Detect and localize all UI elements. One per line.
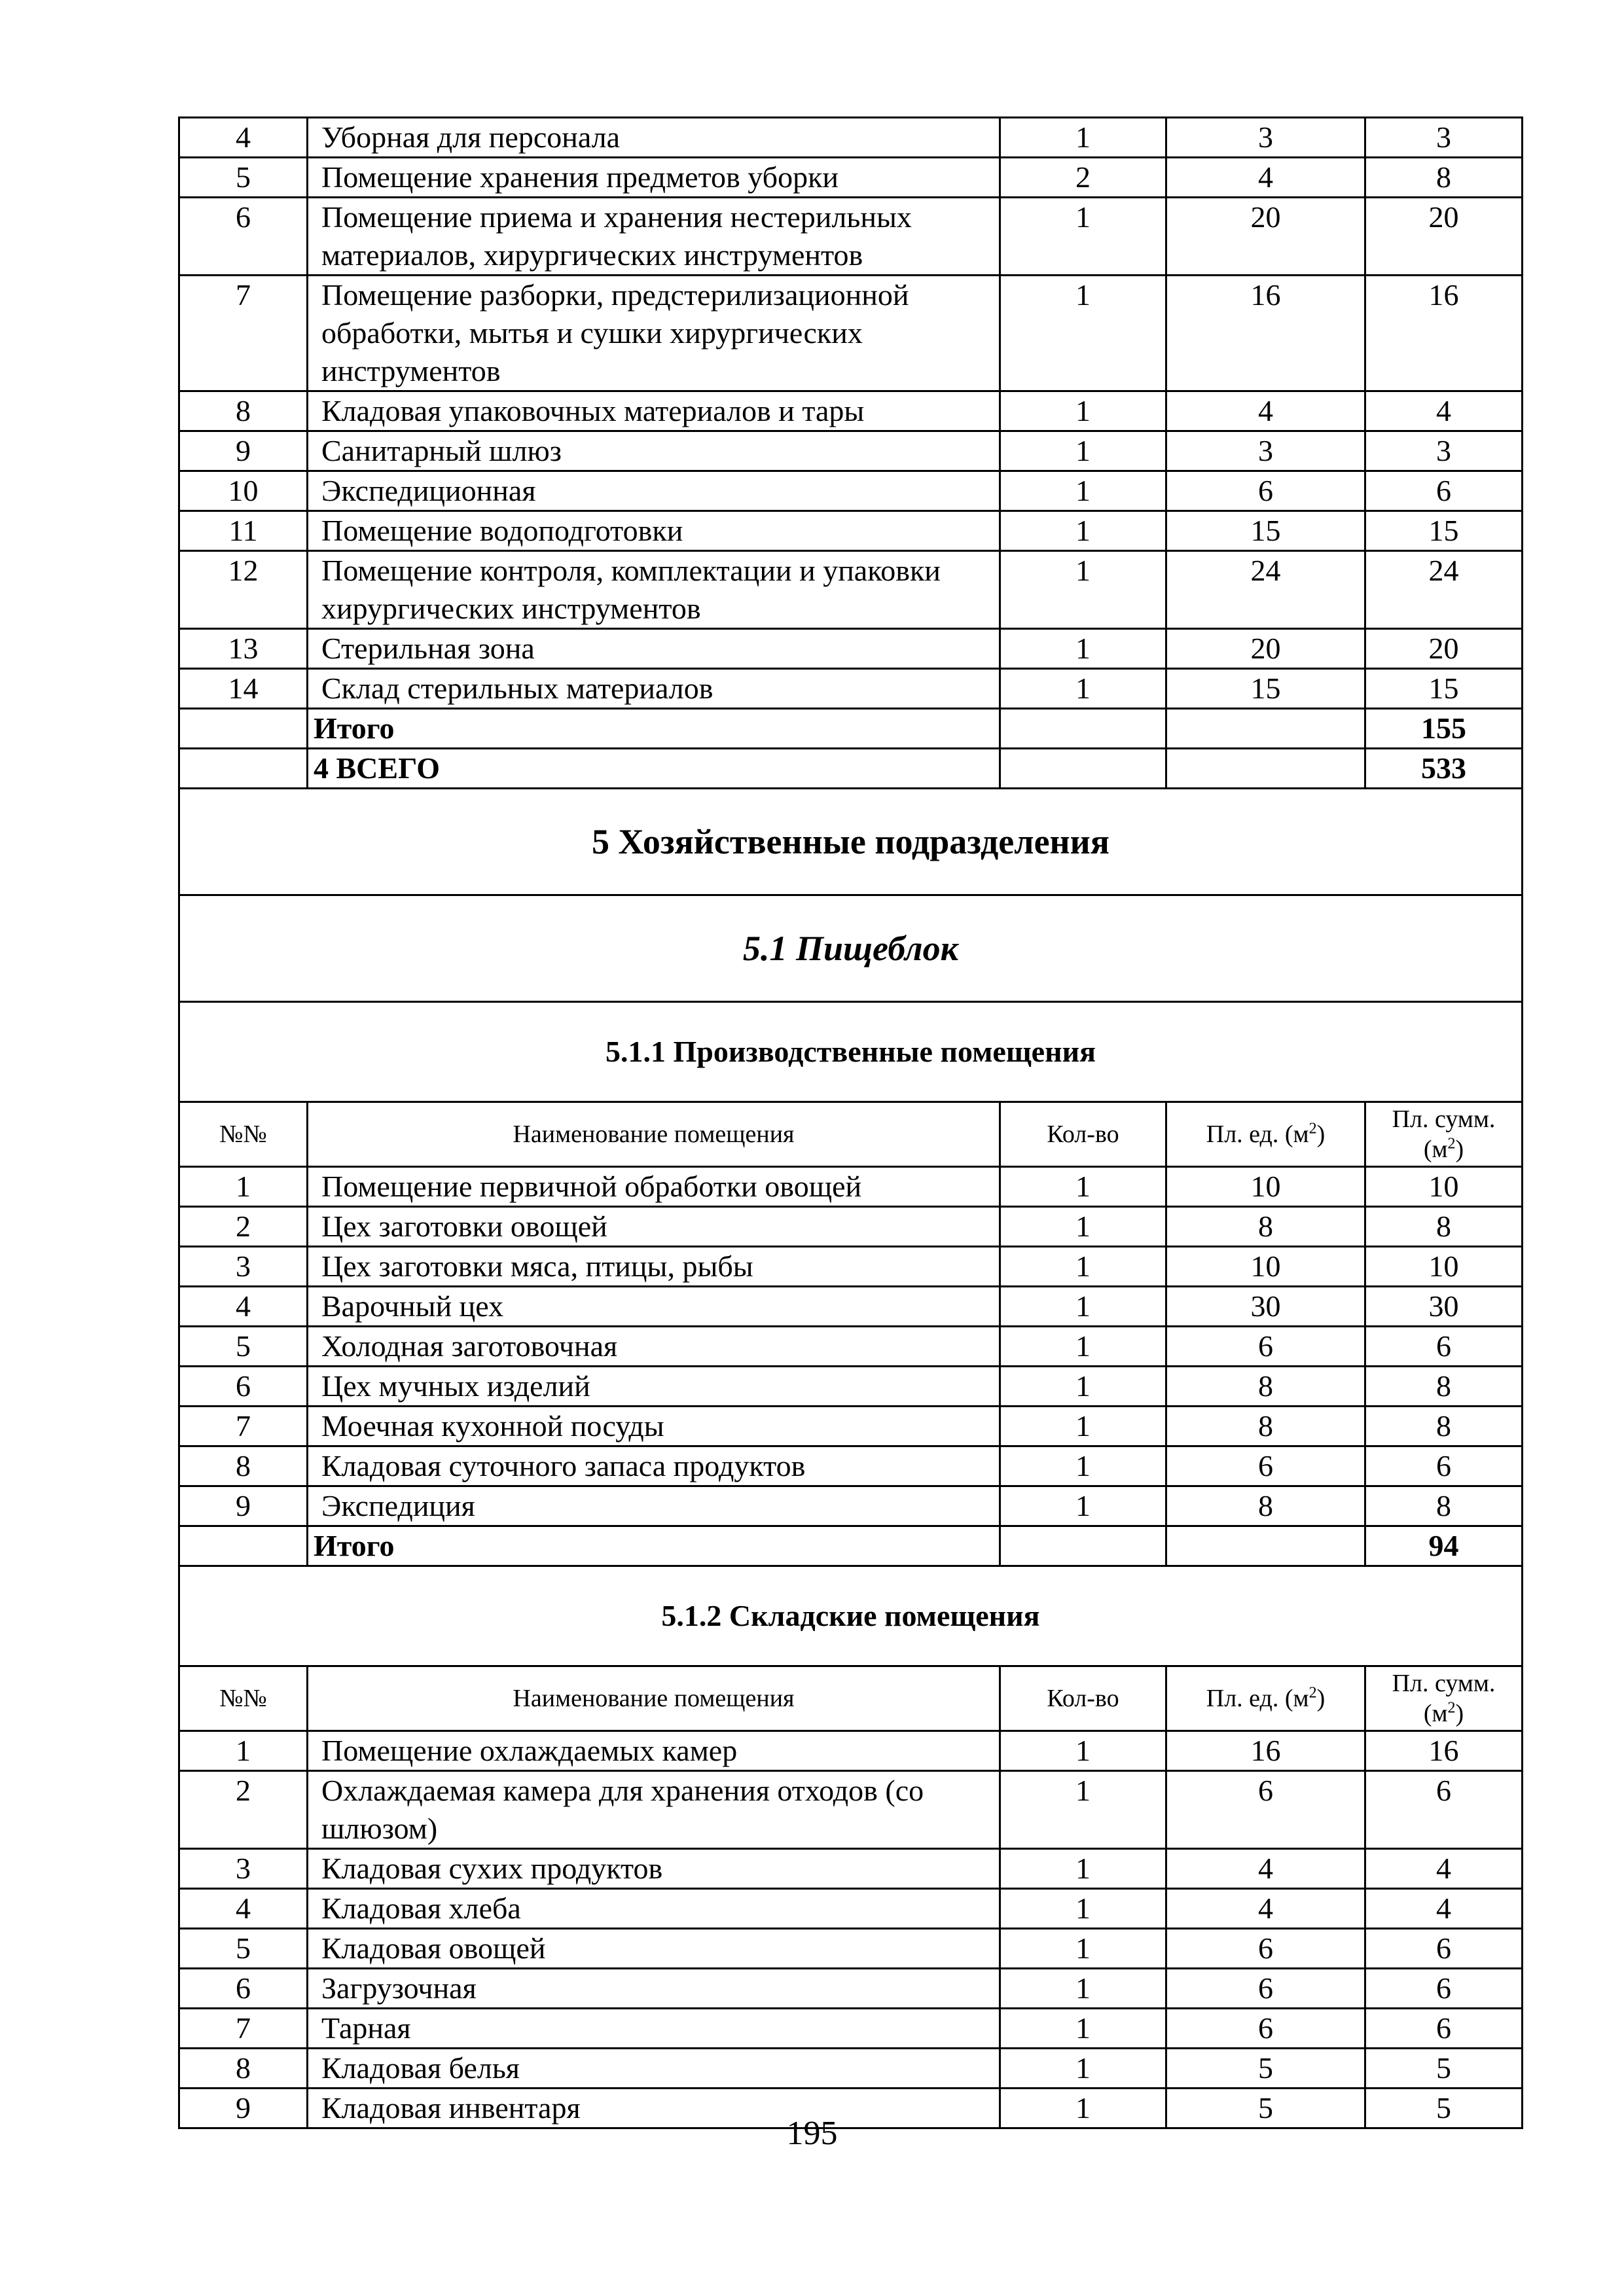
- row-number: 4: [179, 1287, 308, 1327]
- unit-area: 8: [1166, 1207, 1365, 1247]
- grand-total-row-empty-cell: [1166, 749, 1365, 789]
- page-number: 195: [786, 2115, 838, 2152]
- group-2-head: [179, 1566, 1523, 1731]
- unit-area: 6: [1166, 1929, 1365, 1969]
- total-area: 3: [1365, 118, 1523, 158]
- header-qty-label: Кол-во: [1047, 1685, 1119, 1712]
- header-total-area-end: ): [1455, 1136, 1464, 1163]
- table-row: [179, 1969, 1523, 2009]
- room-quantity: 1: [1000, 276, 1166, 391]
- total-area: 5: [1365, 2049, 1523, 2089]
- total-area: 6: [1365, 471, 1523, 511]
- grand-total-row-label: 4 ВСЕГО: [308, 749, 1000, 789]
- header-unit-area: [1166, 1666, 1365, 1731]
- room-quantity: 1: [1000, 1207, 1166, 1247]
- row-number: 2: [179, 1771, 308, 1849]
- unit-area: 30: [1166, 1287, 1365, 1327]
- room-name: Цех мучных изделий: [308, 1367, 1000, 1407]
- table-row: [179, 1486, 1523, 1526]
- unit-area: 5: [1166, 2089, 1365, 2128]
- group-1-subtotal-row: [179, 1526, 1523, 1566]
- subtotal-row-empty-cell: [179, 709, 308, 749]
- room-name: Цех заготовки овощей: [308, 1207, 1000, 1247]
- row-number: 3: [179, 1247, 308, 1287]
- room-quantity: 1: [1000, 1446, 1166, 1486]
- room-name: Склад стерильных материалов: [308, 669, 1000, 709]
- header-unit-area-end: ): [1316, 1685, 1326, 1712]
- table-row: [179, 2049, 1523, 2089]
- table-row: [179, 1287, 1523, 1327]
- row-number: 8: [179, 2049, 308, 2089]
- room-quantity: 1: [1000, 1929, 1166, 1969]
- table-row: [179, 669, 1523, 709]
- table-row: [179, 1167, 1523, 1207]
- room-quantity: 1: [1000, 471, 1166, 511]
- group-1-title: 5.1.1 Производственные помещения: [179, 1002, 1523, 1102]
- total-area: 20: [1365, 198, 1523, 276]
- table-row: [179, 551, 1523, 629]
- row-number: 13: [179, 629, 308, 669]
- header-unit-area-label: Пл. ед. (м: [1206, 1121, 1309, 1148]
- table-sections-body: [179, 789, 1523, 1167]
- section-title: 5 Хозяйственные подразделения: [179, 789, 1523, 895]
- total-area: 5: [1365, 2089, 1523, 2128]
- room-quantity: 2: [1000, 158, 1166, 198]
- grand-total-row-empty-cell: [1000, 749, 1166, 789]
- row-number: 5: [179, 1327, 308, 1367]
- table-row: [179, 1327, 1523, 1367]
- header-total-area-sup: 2: [1447, 1699, 1456, 1717]
- group-1-subtotal-row-empty-cell: [1166, 1526, 1365, 1566]
- room-quantity: 1: [1000, 2009, 1166, 2049]
- room-quantity: 1: [1000, 511, 1166, 551]
- room-quantity: 1: [1000, 1247, 1166, 1287]
- table-row: [179, 1849, 1523, 1889]
- header-name-label: Наименование помещения: [513, 1121, 795, 1148]
- room-name: Кладовая сухих продуктов: [308, 1849, 1000, 1889]
- total-area: 8: [1365, 1407, 1523, 1446]
- room-name: Экспедиционная: [308, 471, 1000, 511]
- room-quantity: 1: [1000, 551, 1166, 629]
- room-name: Уборная для персонала: [308, 118, 1000, 158]
- header-qty-label: Кол-во: [1047, 1121, 1119, 1148]
- row-number: 3: [179, 1849, 308, 1889]
- group-1-body: [179, 1167, 1523, 1566]
- total-area: 8: [1365, 158, 1523, 198]
- header-num: [179, 1102, 308, 1167]
- total-area: 16: [1365, 276, 1523, 391]
- header-total-area: [1365, 1102, 1523, 1167]
- table-row: [179, 391, 1523, 431]
- room-quantity: 1: [1000, 1849, 1166, 1889]
- subtotal-row-value: 155: [1365, 709, 1523, 749]
- total-area: 8: [1365, 1367, 1523, 1407]
- room-name: Кладовая упаковочных материалов и тары: [308, 391, 1000, 431]
- header-total-area-line1: Пл. сумм.: [1392, 1670, 1496, 1697]
- row-number: 1: [179, 1167, 308, 1207]
- total-area: 10: [1365, 1167, 1523, 1207]
- table-row: [179, 158, 1523, 198]
- unit-area: 6: [1166, 471, 1365, 511]
- subtotal-row-empty-cell: [1166, 709, 1365, 749]
- room-name: Помещение приема и хранения нестерильных материалов, хирургических инструментов: [308, 198, 1000, 276]
- room-quantity: 1: [1000, 431, 1166, 471]
- room-quantity: 1: [1000, 1731, 1166, 1771]
- unit-area: 4: [1166, 1849, 1365, 1889]
- premises-table: [178, 117, 1523, 2129]
- room-name: Помещение разборки, предстерилизационной обработки, мытья и сушки хирургических инструментов: [308, 276, 1000, 391]
- row-number: 8: [179, 1446, 308, 1486]
- grand-total-row-value: 533: [1365, 749, 1523, 789]
- row-number: 8: [179, 391, 308, 431]
- row-number: 9: [179, 431, 308, 471]
- row-number: 11: [179, 511, 308, 551]
- total-area: 30: [1365, 1287, 1523, 1327]
- unit-area: 6: [1166, 1969, 1365, 2009]
- header-num-label: №№: [219, 1685, 267, 1712]
- group-1-subtotal-row-empty-cell: [1000, 1526, 1166, 1566]
- room-name: Экспедиция: [308, 1486, 1000, 1526]
- row-number: 5: [179, 158, 308, 198]
- total-area: 8: [1365, 1207, 1523, 1247]
- total-area: 4: [1365, 1849, 1523, 1889]
- table-row: [179, 2009, 1523, 2049]
- unit-area: 6: [1166, 1327, 1365, 1367]
- table-row: [179, 629, 1523, 669]
- row-number: 12: [179, 551, 308, 629]
- total-area: 4: [1365, 391, 1523, 431]
- room-quantity: 1: [1000, 669, 1166, 709]
- table-row: [179, 276, 1523, 391]
- room-quantity: 1: [1000, 2049, 1166, 2089]
- group-2-title: 5.1.2 Складские помещения: [179, 1566, 1523, 1666]
- room-name: Охлаждаемая камера для хранения отходов (со шлюзом): [308, 1771, 1000, 1849]
- total-area: 6: [1365, 1327, 1523, 1367]
- unit-area: 6: [1166, 1446, 1365, 1486]
- room-quantity: 1: [1000, 391, 1166, 431]
- header-name: [308, 1102, 1000, 1167]
- subsection-title-row: [179, 895, 1523, 1002]
- table-row: [179, 431, 1523, 471]
- unit-area: 8: [1166, 1407, 1365, 1446]
- table-row: [179, 1731, 1523, 1771]
- room-quantity: 1: [1000, 1327, 1166, 1367]
- unit-area: 15: [1166, 669, 1365, 709]
- total-area: 15: [1365, 511, 1523, 551]
- total-area: 4: [1365, 1889, 1523, 1929]
- total-area: 20: [1365, 629, 1523, 669]
- row-number: 6: [179, 1969, 308, 2009]
- room-quantity: 1: [1000, 1167, 1166, 1207]
- room-name: Кладовая инвентаря: [308, 2089, 1000, 2128]
- header-unit-area: [1166, 1102, 1365, 1167]
- unit-area: 10: [1166, 1247, 1365, 1287]
- total-area: 6: [1365, 1771, 1523, 1849]
- row-number: 7: [179, 1407, 308, 1446]
- group-1-subtotal-row-empty-cell: [179, 1526, 308, 1566]
- table-row: [179, 1929, 1523, 1969]
- table-row: [179, 1446, 1523, 1486]
- subtotal-row: [179, 709, 1523, 749]
- total-area: 6: [1365, 1929, 1523, 1969]
- table-top-body: [179, 118, 1523, 789]
- table-row: [179, 1771, 1523, 1849]
- unit-area: 6: [1166, 1771, 1365, 1849]
- room-name: Санитарный шлюз: [308, 431, 1000, 471]
- header-name-label: Наименование помещения: [513, 1685, 795, 1712]
- header-total-area-sup: 2: [1447, 1135, 1456, 1153]
- table-row: [179, 1889, 1523, 1929]
- header-total-area-end: ): [1455, 1700, 1464, 1727]
- unit-area: 4: [1166, 1889, 1365, 1929]
- total-area: 8: [1365, 1486, 1523, 1526]
- total-area: 6: [1365, 1969, 1523, 2009]
- header-total-area-line2: (м: [1423, 1136, 1448, 1163]
- room-quantity: 1: [1000, 198, 1166, 276]
- room-quantity: 1: [1000, 1486, 1166, 1526]
- row-number: 2: [179, 1207, 308, 1247]
- total-area: 3: [1365, 431, 1523, 471]
- room-name: Загрузочная: [308, 1969, 1000, 2009]
- room-quantity: 1: [1000, 1771, 1166, 1849]
- row-number: 6: [179, 198, 308, 276]
- room-quantity: 1: [1000, 1287, 1166, 1327]
- unit-area: 4: [1166, 391, 1365, 431]
- header-unit-area-end: ): [1316, 1121, 1326, 1148]
- row-number: 9: [179, 1486, 308, 1526]
- room-name: Помещение охлаждаемых камер: [308, 1731, 1000, 1771]
- room-name: Помещение первичной обработки овощей: [308, 1167, 1000, 1207]
- row-number: 1: [179, 1731, 308, 1771]
- group-2-title-row: [179, 1566, 1523, 1666]
- unit-area: 3: [1166, 118, 1365, 158]
- room-name: Помещение контроля, комплектации и упаковки хирургических инструментов: [308, 551, 1000, 629]
- header-qty: [1000, 1102, 1166, 1167]
- room-quantity: 1: [1000, 1407, 1166, 1446]
- unit-area: 20: [1166, 198, 1365, 276]
- total-area: 6: [1365, 1446, 1523, 1486]
- room-quantity: 1: [1000, 2089, 1166, 2128]
- room-name: Тарная: [308, 2009, 1000, 2049]
- room-quantity: 1: [1000, 1367, 1166, 1407]
- room-quantity: 1: [1000, 1969, 1166, 2009]
- row-number: 7: [179, 2009, 308, 2049]
- row-number: 14: [179, 669, 308, 709]
- header-num: [179, 1666, 308, 1731]
- room-name: Кладовая белья: [308, 2049, 1000, 2089]
- row-number: 7: [179, 276, 308, 391]
- room-name: Стерильная зона: [308, 629, 1000, 669]
- table-row: [179, 118, 1523, 158]
- header-total-area: [1365, 1666, 1523, 1731]
- table-header-row: [179, 1102, 1523, 1167]
- subsection-title: 5.1 Пищеблок: [179, 895, 1523, 1002]
- row-number: 6: [179, 1367, 308, 1407]
- group-1-subtotal-row-label: Итого: [308, 1526, 1000, 1566]
- table-row: [179, 1407, 1523, 1446]
- room-name: Цех заготовки мяса, птицы, рыбы: [308, 1247, 1000, 1287]
- row-number: 4: [179, 118, 308, 158]
- room-name: Помещение хранения предметов уборки: [308, 158, 1000, 198]
- grand-total-row: [179, 749, 1523, 789]
- header-unit-area-sup: 2: [1308, 1120, 1317, 1138]
- header-unit-area-label: Пл. ед. (м: [1206, 1685, 1309, 1712]
- unit-area: 15: [1166, 511, 1365, 551]
- unit-area: 8: [1166, 1486, 1365, 1526]
- row-number: 5: [179, 1929, 308, 1969]
- table-row: [179, 471, 1523, 511]
- room-quantity: 1: [1000, 629, 1166, 669]
- room-name: Кладовая суточного запаса продуктов: [308, 1446, 1000, 1486]
- header-total-area-line2: (м: [1423, 1700, 1448, 1727]
- unit-area: 8: [1166, 1367, 1365, 1407]
- table-row: [179, 1247, 1523, 1287]
- total-area: 10: [1365, 1247, 1523, 1287]
- header-total-area-line1: Пл. сумм.: [1392, 1105, 1496, 1133]
- unit-area: 16: [1166, 276, 1365, 391]
- header-name: [308, 1666, 1000, 1731]
- header-unit-area-sup: 2: [1308, 1684, 1317, 1702]
- unit-area: 24: [1166, 551, 1365, 629]
- subtotal-row-label: Итого: [308, 709, 1000, 749]
- unit-area: 20: [1166, 629, 1365, 669]
- room-quantity: 1: [1000, 1889, 1166, 1929]
- total-area: 16: [1365, 1731, 1523, 1771]
- table-row: [179, 1207, 1523, 1247]
- room-name: Холодная заготовочная: [308, 1327, 1000, 1367]
- unit-area: 10: [1166, 1167, 1365, 1207]
- room-name: Помещение водоподготовки: [308, 511, 1000, 551]
- total-area: 6: [1365, 2009, 1523, 2049]
- row-number: 4: [179, 1889, 308, 1929]
- room-name: Кладовая хлеба: [308, 1889, 1000, 1929]
- section-title-row: [179, 789, 1523, 895]
- room-name: Моечная кухонной посуды: [308, 1407, 1000, 1446]
- unit-area: 5: [1166, 2049, 1365, 2089]
- group-1-subtotal-row-value: 94: [1365, 1526, 1523, 1566]
- unit-area: 3: [1166, 431, 1365, 471]
- header-qty: [1000, 1666, 1166, 1731]
- grand-total-row-empty-cell: [179, 749, 308, 789]
- room-name: Варочный цех: [308, 1287, 1000, 1327]
- unit-area: 6: [1166, 2009, 1365, 2049]
- table-row: [179, 198, 1523, 276]
- table-row: [179, 511, 1523, 551]
- total-area: 24: [1365, 551, 1523, 629]
- unit-area: 4: [1166, 158, 1365, 198]
- header-num-label: №№: [219, 1121, 267, 1148]
- table-row: [179, 1367, 1523, 1407]
- row-number: 10: [179, 471, 308, 511]
- total-area: 15: [1365, 669, 1523, 709]
- unit-area: 16: [1166, 1731, 1365, 1771]
- room-quantity: 1: [1000, 118, 1166, 158]
- table-header-row-2: [179, 1666, 1523, 1731]
- room-name: Кладовая овощей: [308, 1929, 1000, 1969]
- subtotal-row-empty-cell: [1000, 709, 1166, 749]
- row-number: 9: [179, 2089, 308, 2128]
- group-1-title-row: [179, 1002, 1523, 1102]
- group-2-body: [179, 1731, 1523, 2128]
